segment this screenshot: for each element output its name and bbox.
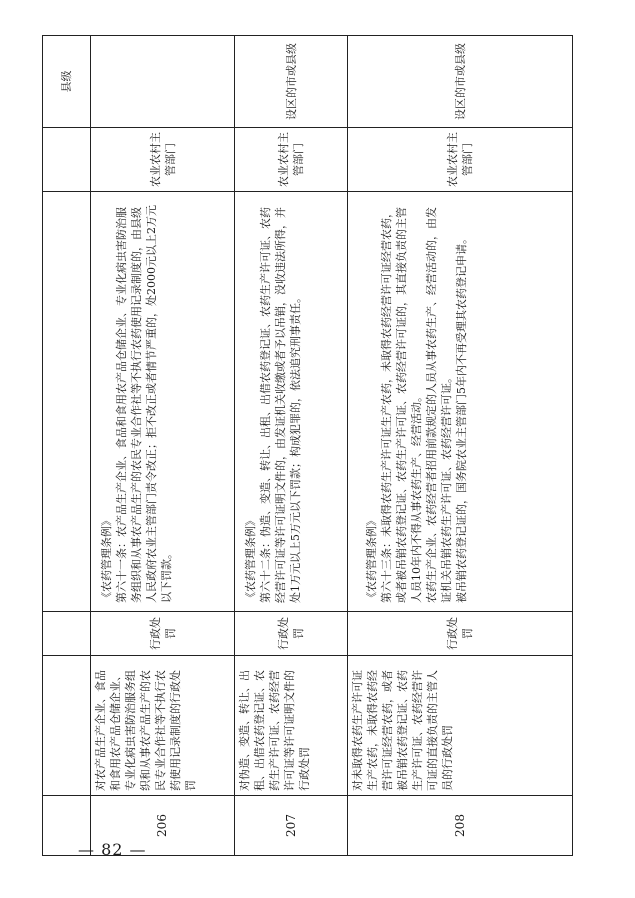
table-row <box>348 36 573 856</box>
basis-law-title: 《农药管理条例》 <box>100 515 113 603</box>
row-category: 行政处罚 <box>235 612 348 656</box>
header-cell-dept <box>43 128 91 192</box>
row-dept: 农业农村主管部门 <box>235 128 348 192</box>
table-row <box>235 36 348 856</box>
row-category: 行政处罚 <box>91 612 235 656</box>
row-dept: 农业农村主管部门 <box>91 128 235 192</box>
row-level: 设区的市或县级 <box>348 36 573 128</box>
header-cell-item <box>43 656 91 796</box>
basis-article: 第六十二条：伪造、变造、转让、出租、出借农药登记证、农药生产许可证、农药经营许可证等许可证明文件的，由发证机关收缴或者予以吊销，没收违法所得，并处1万元以上5万元以下罚款；构成犯罪的，依法追究刑事责任。 <box>259 207 302 603</box>
rotated-table-page <box>42 36 572 856</box>
row-item: 对未取得农药生产许可证生产农药，未取得农药经营许可证经营农药，或者被吊销农药登记证、农药生产许可证、农药经营许可证的直接负责的主管人员的行政处罚 <box>348 656 573 796</box>
penalty-table <box>42 35 573 856</box>
row-dept: 农业农村主管部门 <box>348 128 573 192</box>
row-level <box>91 36 235 128</box>
basis-paragraph: 农药生产企业、农药经营者招用前款规定的人员从事农药生产、经营活动的，由发证机关吊销农药生产许可证、农药经营许可证。 <box>425 207 453 603</box>
page-number: — 82 — <box>78 840 147 859</box>
row-basis <box>91 192 235 612</box>
row-number: 208 <box>348 796 573 856</box>
row-basis <box>348 192 573 612</box>
row-number: 206 <box>91 796 235 856</box>
row-basis <box>235 192 348 612</box>
row-level: 设区的市或县级 <box>235 36 348 128</box>
header-cell-basis <box>43 192 91 612</box>
basis-law-title: 《农药管理条例》 <box>365 515 378 603</box>
row-number: 207 <box>235 796 348 856</box>
basis-paragraph: 被吊销农药登记证的，国务院农业主管部门5年内不再受理其农药登记申请。 <box>455 233 468 603</box>
basis-article: 第六十三条：未取得农药生产许可证生产农药，未取得农药经营许可证经营农药，或者被吊销农药登记证、农药生产许可证、农药经营许可证的，其直接负责的主管人员10年内不得从事农药生产、经营活动。 <box>380 207 423 603</box>
basis-article: 第六十一条：农产品生产企业、食品和食用农产品仓储企业、专业化病虫害防治服务组织和从事农产品生产的农民专业合作社等不执行农药使用记录制度的，由县级人民政府农业主管部门责令改正；拒不改正或者情节严重的，处2000元以上2万元以下罚款。 <box>115 205 173 603</box>
basis-law-title: 《农药管理条例》 <box>244 515 257 603</box>
row-item: 对农产品生产企业、食品和食用农产品仓储企业、专业化病虫害防治服务组织和从事农产品生产的农民专业合作社等不执行农药使用记录制度的行政处罚 <box>91 656 235 796</box>
header-cell-category <box>43 612 91 656</box>
table-header-row <box>43 36 91 856</box>
header-cell-level: 县级 <box>43 36 91 128</box>
row-category: 行政处罚 <box>348 612 573 656</box>
table-row <box>91 36 235 856</box>
row-item: 对伪造、变造、转让、出租、出借农药登记证、农药生产许可证、农药经营许可证等许可证明文件的行政处罚 <box>235 656 348 796</box>
